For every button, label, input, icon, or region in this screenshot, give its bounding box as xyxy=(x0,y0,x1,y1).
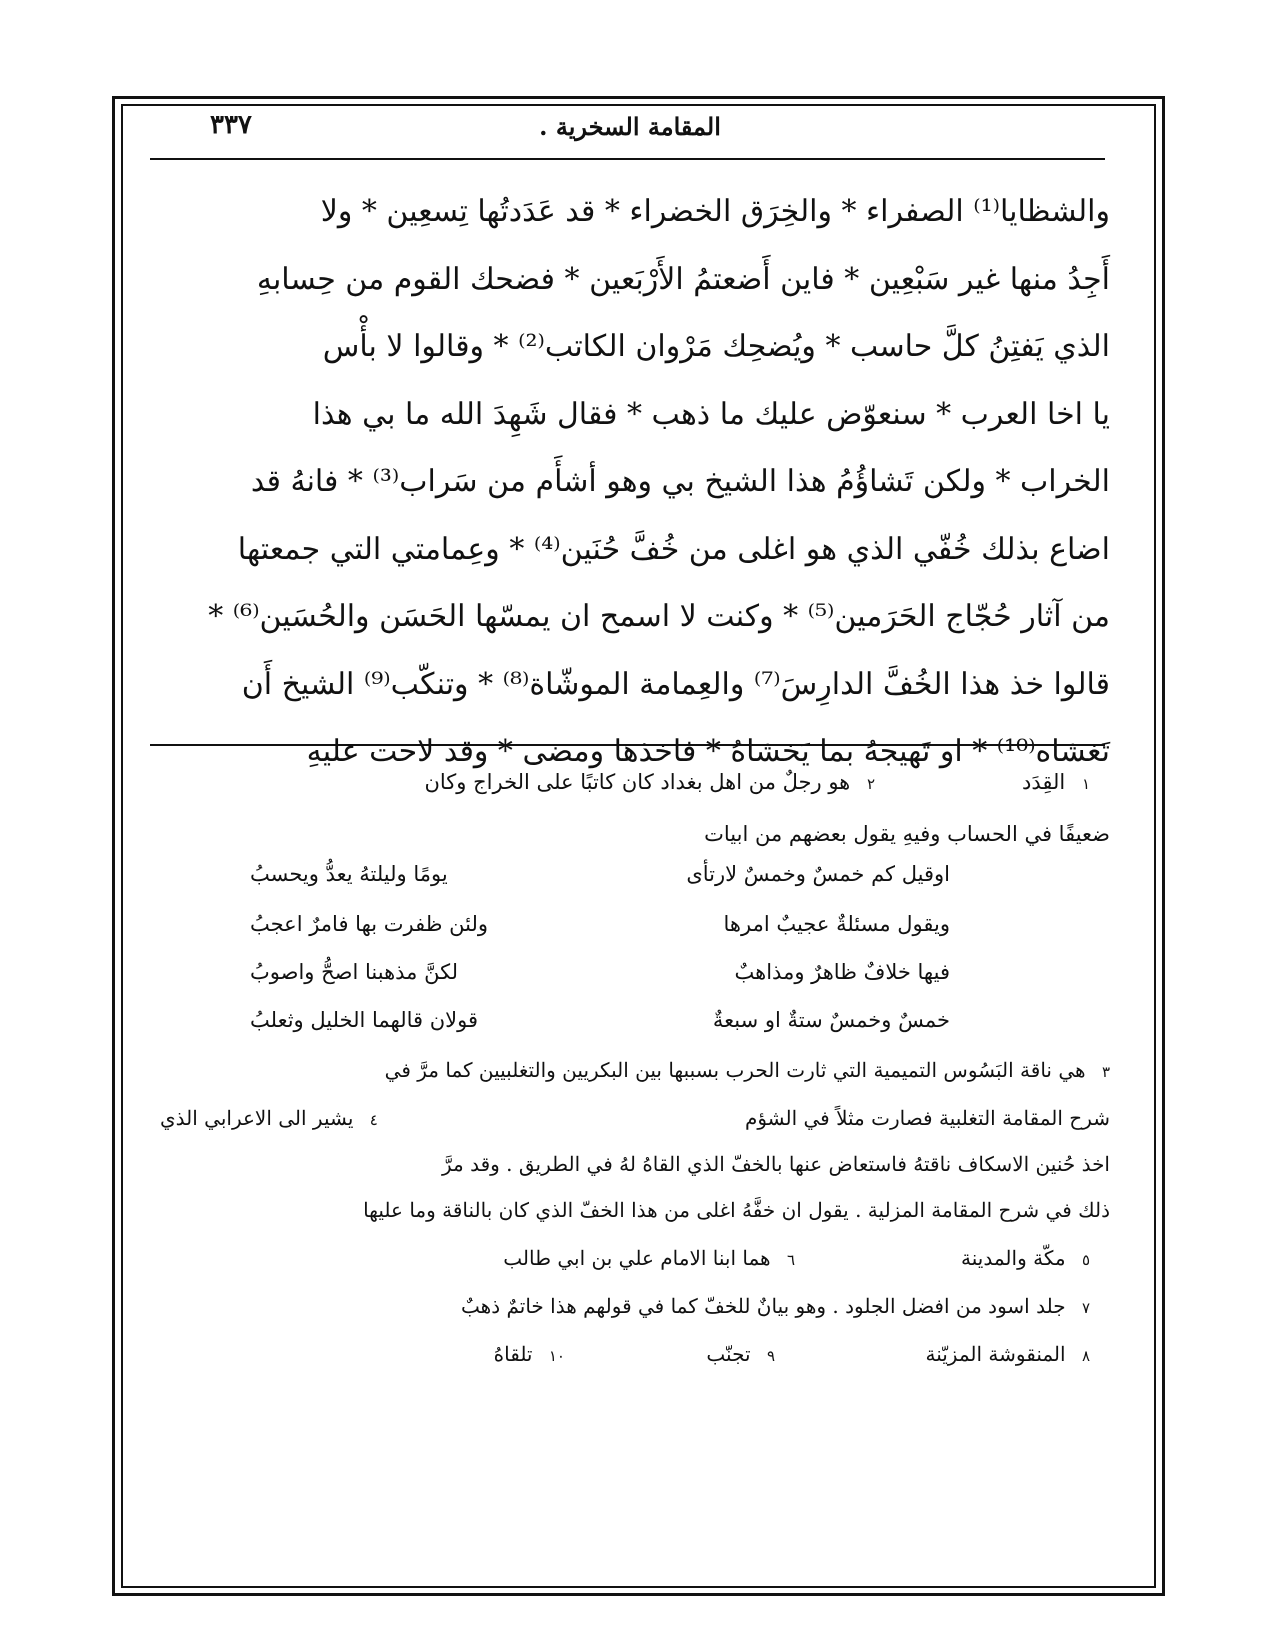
footnote-6-number: ٦ xyxy=(786,1251,795,1269)
chapter-title: المقامة السخرية . xyxy=(539,112,721,141)
footnote-4-text-a: يشير الى الاعرابي الذي xyxy=(160,1106,354,1130)
text-line-3: الذي يَفتِنُ كلَّ حاسب * ويُضحِك مَرْوان الكاتب⁽²⁾ * وقالوا لا بأْس xyxy=(322,329,1110,364)
footnote-4-line-3: ذلك في شرح المقامة المزلية . يقول ان خفَّهُ اغلى من هذا الخفّ الذي كان بالناقة وما عليها xyxy=(363,1198,1110,1222)
footnote-8 xyxy=(925,1342,1090,1366)
footnote-3 xyxy=(385,1058,1110,1082)
verse-3-first-hemistich: فيها خلافٌ ظاهرٌ ومذاهبٌ xyxy=(734,960,950,984)
verse-3-second-hemistich: لكنَّ مذهبنا اصحُّ واصوبُ xyxy=(250,960,459,984)
verse-1-first-hemistich: اوقيل كم خمسٌ وخمسٌ لارتأى xyxy=(686,862,950,886)
footnote-3-text-a: هي ناقة البَسُوس التميمية التي ثارت الحرب بسببها بين البكريين والتغلبيين كما مرَّ في xyxy=(384,1058,1086,1082)
footnote-8-number: ٨ xyxy=(1081,1347,1090,1365)
footnote-5 xyxy=(961,1246,1090,1270)
main-text xyxy=(150,178,1110,786)
footnote-3-number: ٣ xyxy=(1101,1063,1110,1081)
footnote-2 xyxy=(424,770,875,794)
footnote-2-continued: ضعيفًا في الحساب وفيهِ يقول بعضهم من ابيات xyxy=(704,822,1110,846)
footnote-9-text: تجنّب xyxy=(706,1342,751,1366)
footnote-7 xyxy=(461,1294,1090,1318)
footnote-rule xyxy=(150,744,1105,746)
footnote-3-continued: شرح المقامة التغلبية فصارت مثلاً في الشؤم xyxy=(744,1106,1110,1130)
footnote-4-number: ٤ xyxy=(369,1111,378,1129)
verse-1-second-hemistich: يومًا وليلتهُ يعدُّ ويحسبُ xyxy=(250,862,448,886)
footnote-8-text: المنقوشة المزيّنة xyxy=(925,1342,1066,1366)
footnote-6 xyxy=(503,1246,795,1270)
footnote-1-number: ١ xyxy=(1081,775,1090,793)
footnote-10-number: ١٠ xyxy=(548,1347,565,1365)
footnote-1-text: القِدَد xyxy=(1022,770,1066,794)
footnote-6-text: هما ابنا الامام علي بن ابي طالب xyxy=(503,1246,771,1270)
footnote-4 xyxy=(160,1106,378,1130)
footnote-9-number: ٩ xyxy=(766,1347,775,1365)
footnote-1 xyxy=(1022,770,1090,794)
text-line-8: قالوا خذ هذا الخُفَّ الدارِسَ⁽⁷⁾ والعِمامة الموشّاة⁽⁸⁾ * وتنكّب⁽⁹⁾ الشيخ أَن xyxy=(241,666,1110,702)
footnote-10 xyxy=(494,1342,565,1366)
text-line-9: تَغشاه⁽¹⁰⁾ * او تَهيجهُ بما يَخشاهُ * فاخذها ومضى * وقد لاحت عليهِ xyxy=(306,734,1110,769)
verse-4-first-hemistich: خمسٌ وخمسٌ ستةٌ او سبعةٌ xyxy=(712,1008,950,1032)
footnote-5-number: ٥ xyxy=(1081,1251,1090,1269)
page-header xyxy=(150,108,1110,152)
footnote-5-text: مكّة والمدينة xyxy=(961,1246,1066,1270)
text-line-5: الخراب * ولكن تَشاؤُمُ هذا الشيخ بي وهو أشأَم من سَراب⁽³⁾ * فانهُ قد xyxy=(250,464,1110,499)
text-line-6: اضاع بذلك خُفّي الذي هو اغلى من خُفَّ حُنَين⁽⁴⁾ * وعِمامتي التي جمعتها xyxy=(237,531,1110,567)
text-line-1: والشظايا⁽¹⁾ الصفراء * والخِرَق الخضراء * قد عَدَدتُها تِسعِين * ولا xyxy=(320,194,1110,229)
footnote-7-number: ٧ xyxy=(1081,1299,1090,1317)
verse-2-second-hemistich: ولئن ظفرت بها فامرٌ اعجبُ xyxy=(250,912,488,936)
footnote-2-number: ٢ xyxy=(866,775,875,793)
footnote-9 xyxy=(706,1342,775,1366)
page-number: ٣٣٧ xyxy=(210,110,252,140)
text-line-7: من آثار حُجّاج الحَرَمين⁽⁵⁾ * وكنت لا اسمح ان يمسّها الحَسَن والحُسَين⁽⁶⁾ * xyxy=(208,599,1110,634)
footnote-10-text: تلقاهُ xyxy=(493,1342,533,1366)
text-line-4: يا اخا العرب * سنعوّض عليك ما ذهب * فقال شَهِدَ الله ما بي هذا xyxy=(312,396,1110,432)
verse-4-second-hemistich: قولان قالهما الخليل وثعلبُ xyxy=(250,1008,479,1032)
footnote-7-text: جلد اسود من افضل الجلود . وهو بيانٌ للخفّ كما في قولهم هذا خاتمٌ ذهبٌ xyxy=(461,1294,1066,1318)
text-line-2: أَجِدُ منها غير سَبْعِين * فاين أَضعتمُ الأَرْبَعين * فضحك القوم من حِسابهِ xyxy=(256,261,1110,297)
header-rule xyxy=(150,158,1105,160)
footnote-2-text-a: هو رجلٌ من اهل بغداد كان كاتبًا على الخراج وكان xyxy=(424,770,851,794)
footnote-4-line-2: اخذ حُنين الاسكاف ناقتهُ فاستعاض عنها بالخفّ الذي القاهُ لهُ في الطريق . وقد مرَّ xyxy=(441,1152,1110,1176)
verse-2-first-hemistich: ويقول مسئلةٌ عجيبٌ امرها xyxy=(723,912,950,936)
